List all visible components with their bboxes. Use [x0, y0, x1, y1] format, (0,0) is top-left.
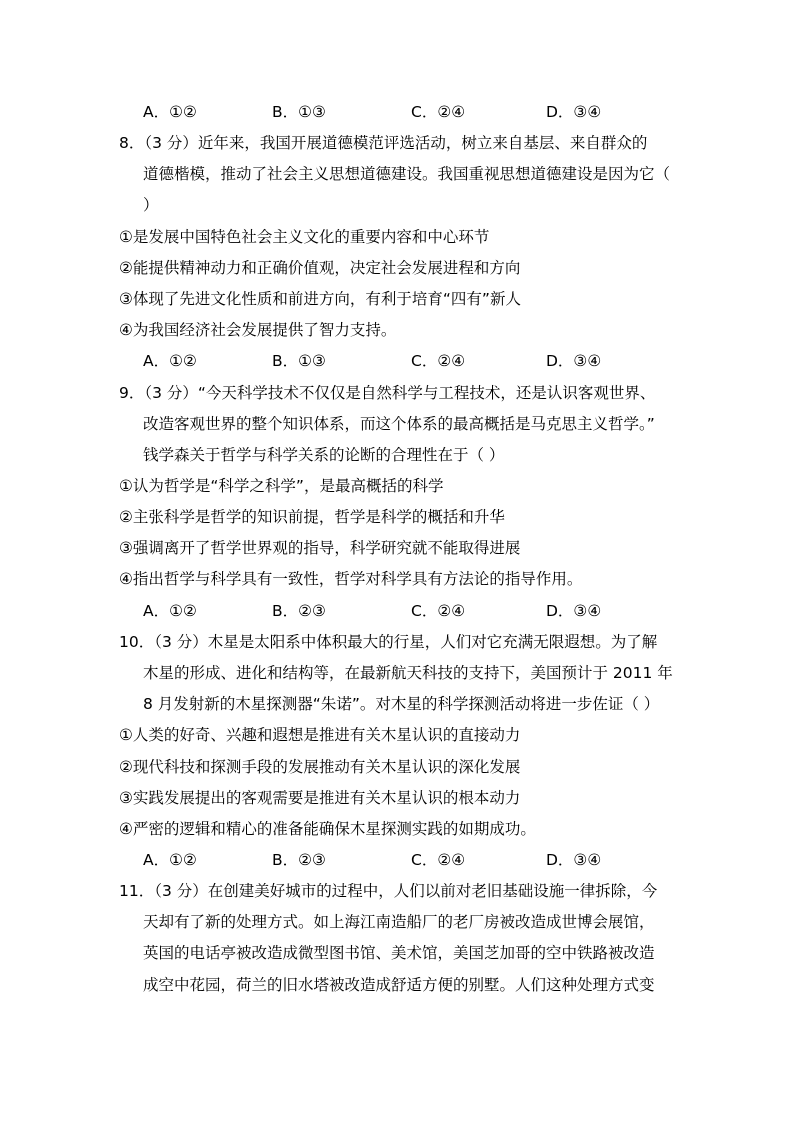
option-b[interactable]: B．②③ — [272, 851, 326, 869]
option-c[interactable]: C．②④ — [411, 602, 466, 620]
option-c[interactable]: C．②④ — [411, 103, 466, 121]
q11-stem-line-4: 成空中花园，荷兰的旧水塔被改造成舒适方便的别墅。人们这种处理方式变 — [143, 976, 655, 994]
q10-stem-line-2: 木星的形成、进化和结构等，在最新航天科技的支持下，美国预计于 2011 年 — [143, 664, 673, 682]
q8-stem-line-2: 道德楷模，推动了社会主义思想道德建设。我国重视思想道德建设是因为它（ — [143, 165, 671, 183]
q9-item-2: ②主张科学是哲学的知识前提，哲学是科学的概括和升华 — [119, 508, 505, 526]
q10-stem-line-3: 8 月发射新的木星探测器“朱诺”。对木星的科学探测活动将进一步佐证（ ） — [143, 695, 660, 713]
q9-stem-line-3: 钱学森关于哲学与科学关系的论断的合理性在于（ ） — [143, 446, 505, 464]
q10-options — [0, 849, 794, 871]
q10-stem-line-1: 10．（3 分）木星是太阳系中体积最大的行星，人们对它充满无限遐想。为了解 — [119, 633, 658, 651]
q11-stem-line-3: 英国的电话亭被改造成微型图书馆、美术馆，美国芝加哥的空中铁路被改造 — [143, 944, 655, 962]
q8-stem-line-1: 8．（3 分）近年来，我国开展道德模范评选活动，树立来自基层、来自群众的 — [119, 134, 648, 152]
q8-options — [0, 350, 794, 372]
q9-item-3: ③强调离开了哲学世界观的指导，科学研究就不能取得进展 — [119, 539, 521, 557]
option-d[interactable]: D．③④ — [546, 851, 602, 869]
option-c[interactable]: C．②④ — [411, 352, 466, 370]
q11-stem-line-2: 天却有了新的处理方式。如上海江南造船厂的老厂房被改造成世博会展馆， — [143, 913, 655, 931]
q8-item-3: ③体现了先进文化性质和前进方向，有利于培育“四有”新人 — [119, 290, 521, 308]
option-a[interactable]: A．①② — [143, 851, 197, 869]
q8-item-1: ①是发展中国特色社会主义文化的重要内容和中心环节 — [119, 228, 490, 246]
option-b[interactable]: B．①③ — [272, 103, 326, 121]
q10-item-1: ①人类的好奇、兴趣和遐想是推进有关木星认识的直接动力 — [119, 726, 521, 744]
q10-item-3: ③实践发展提出的客观需要是推进有关木星认识的根本动力 — [119, 789, 521, 807]
option-a[interactable]: A．①② — [143, 352, 197, 370]
q9-item-4: ④指出哲学与科学具有一致性，哲学对科学具有方法论的指导作用。 — [119, 570, 583, 588]
option-b[interactable]: B．①③ — [272, 352, 326, 370]
option-a[interactable]: A．①② — [143, 103, 197, 121]
q9-options — [0, 600, 794, 622]
q11-stem-line-1: 11．（3 分）在创建美好城市的过程中，人们以前对老旧基础设施一律拆除，今 — [119, 882, 658, 900]
q9-stem-line-2: 改造客观世界的整个知识体系，而这个体系的最高概括是马克思主义哲学。” — [143, 415, 655, 433]
q10-item-2: ②现代科技和探测手段的发展推动有关木星认识的深化发展 — [119, 758, 521, 776]
q8-stem-line-3: ） — [143, 196, 159, 214]
q8-item-2: ②能提供精神动力和正确价值观，决定社会发展进程和方向 — [119, 259, 521, 277]
q8-item-4: ④为我国经济社会发展提供了智力支持。 — [119, 321, 397, 339]
q9-item-1: ①认为哲学是“科学之科学”，是最高概括的科学 — [119, 477, 444, 495]
q10-item-4: ④严密的逻辑和精心的准备能确保木星探测实践的如期成功。 — [119, 820, 536, 838]
option-d[interactable]: D．③④ — [546, 352, 602, 370]
q7-options — [0, 101, 794, 123]
q9-stem-line-1: 9．（3 分）“今天科学技术不仅仅是自然科学与工程技术，还是认识客观世界、 — [119, 384, 656, 402]
option-b[interactable]: B．②③ — [272, 602, 326, 620]
option-d[interactable]: D．③④ — [546, 602, 602, 620]
option-c[interactable]: C．②④ — [411, 851, 466, 869]
option-a[interactable]: A．①② — [143, 602, 197, 620]
option-d[interactable]: D．③④ — [546, 103, 602, 121]
